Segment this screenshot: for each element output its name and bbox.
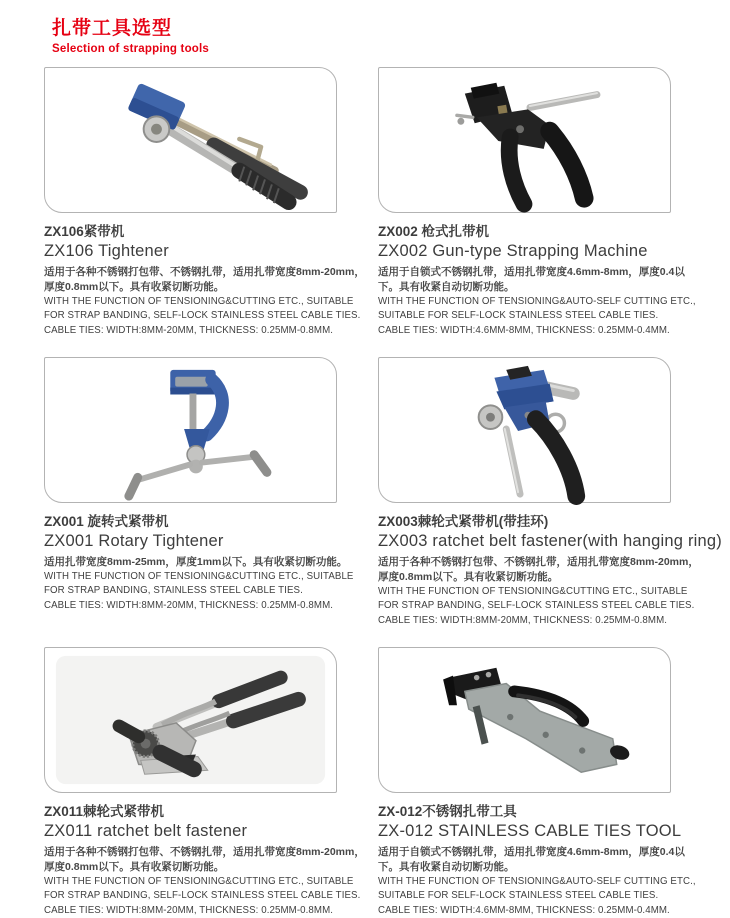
product-name-zh: ZX001 旋转式紧带机 <box>44 513 169 529</box>
zx106-product-image <box>45 68 336 212</box>
product-card-zx002 <box>378 67 696 338</box>
product-image-box <box>378 67 671 213</box>
product-image-box <box>378 647 671 793</box>
product-card-zx106 <box>44 67 365 338</box>
zx003-product-image <box>379 358 670 502</box>
product-image-box <box>44 357 337 503</box>
product-desc-en: WITH THE FUNCTION OF TENSIONING&CUTTING ETC., SUITABLE FOR STRAP BANDING, SELF-LOCK STAINLESS STEEL CABLE TIES. <box>44 875 361 901</box>
product-spec: CABLE TIES: WIDTH:8MM-20MM, THICKNESS: 0.25MM-0.8MM. <box>44 599 334 611</box>
product-desc-zh: 适用于各种不锈钢打包带、不锈钢扎带，适用扎带宽度8mm-20mm，厚度0.8mm以下。具有收紧切断功能。 <box>44 845 365 873</box>
product-name-zh: ZX-012不锈钢扎带工具 <box>378 803 517 819</box>
zx012-product-image <box>379 648 670 792</box>
product-desc-en: WITH THE FUNCTION OF TENSIONING&AUTO-SELF CUTTING ETC., SUITABLE FOR SELF-LOCK STAINLESS STEEL CABLE TIES. <box>378 295 696 321</box>
page-header <box>0 0 730 55</box>
product-name-en: ZX002 Gun-type Strapping Machine <box>378 241 648 260</box>
product-spec: CABLE TIES: WIDTH:4.6MM-8MM, THICKNESS: 0.25MM-0.4MM. <box>378 904 670 916</box>
product-card-zx001 <box>44 357 354 628</box>
product-name-en: ZX106 Tightener <box>44 241 169 260</box>
product-desc-zh: 适用于自锁式不锈钢扎带，适用扎带宽度4.6mm-8mm，厚度0.4以下。具有收紧自动切断功能。 <box>378 845 685 873</box>
product-desc-en: WITH THE FUNCTION OF TENSIONING&AUTO-SELF CUTTING ETC., SUITABLE FOR SELF-LOCK STAINLESS STEEL CABLE TIES. <box>378 875 696 901</box>
product-name-en: ZX001 Rotary Tightener <box>44 531 224 550</box>
product-name-zh: ZX011棘轮式紧带机 <box>44 803 165 819</box>
product-grid <box>0 55 730 918</box>
product-card-zx011 <box>44 647 365 918</box>
product-desc-en: WITH THE FUNCTION OF TENSIONING&CUTTING ETC., SUITABLE FOR STRAP BANDING, SELF-LOCK STAINLESS STEEL CABLE TIES. <box>378 585 695 611</box>
product-spec: CABLE TIES: WIDTH:8MM-20MM, THICKNESS: 0.25MM-0.8MM. <box>44 324 334 336</box>
product-image-box <box>44 67 337 213</box>
product-name-zh: ZX003棘轮式紧带机(带挂环) <box>378 513 549 529</box>
zx001-product-image <box>45 358 336 502</box>
product-desc-en: WITH THE FUNCTION OF TENSIONING&CUTTING ETC., SUITABLE FOR STRAP BANDING, SELF-LOCK STAINLESS STEEL CABLE TIES. <box>44 295 361 321</box>
product-desc-zh: 适用于自锁式不锈钢扎带，适用扎带宽度4.6mm-8mm，厚度0.4以下。具有收紧自动切断功能。 <box>378 265 685 293</box>
page-title: 扎带工具选型 <box>52 18 173 39</box>
product-card-zx012 <box>378 647 696 918</box>
product-image-box <box>378 357 671 503</box>
zx011-product-image <box>45 648 336 792</box>
product-name-en: ZX011 ratchet belt fastener <box>44 821 248 840</box>
product-name-en: ZX003 ratchet belt fastener(with hanging ring) <box>378 531 722 550</box>
product-desc-zh: 适用扎带宽度8mm-25mm，厚度1mm以下。具有收紧切断功能。 <box>44 555 348 568</box>
product-image-box <box>44 647 337 793</box>
zx002-product-image <box>379 68 670 212</box>
product-desc-en: WITH THE FUNCTION OF TENSIONING&CUTTING ETC., SUITABLE FOR STRAP BANDING, STAINLESS STEEL CABLE TIES. <box>44 570 354 596</box>
product-name-zh: ZX106紧带机 <box>44 223 125 239</box>
product-card-zx003 <box>378 357 722 628</box>
product-name-en: ZX-012 STAINLESS CABLE TIES TOOL <box>378 821 682 840</box>
page-subtitle: Selection of strapping tools <box>52 42 210 55</box>
product-spec: CABLE TIES: WIDTH:4.6MM-8MM, THICKNESS: 0.25MM-0.4MM. <box>378 324 670 336</box>
product-spec: CABLE TIES: WIDTH:8MM-20MM, THICKNESS: 0.25MM-0.8MM. <box>44 904 334 916</box>
product-desc-zh: 适用于各种不锈钢打包带、不锈钢扎带，适用扎带宽度8mm-20mm，厚度0.8mm以下。具有收紧切断功能。 <box>44 265 365 293</box>
product-name-zh: ZX002 枪式扎带机 <box>378 223 490 239</box>
product-spec: CABLE TIES: WIDTH:8MM-20MM, THICKNESS: 0.25MM-0.8MM. <box>378 614 668 626</box>
product-desc-zh: 适用于各种不锈钢打包带、不锈钢扎带，适用扎带宽度8mm-20mm，厚度0.8mm以下。具有收紧切断功能。 <box>378 555 699 583</box>
